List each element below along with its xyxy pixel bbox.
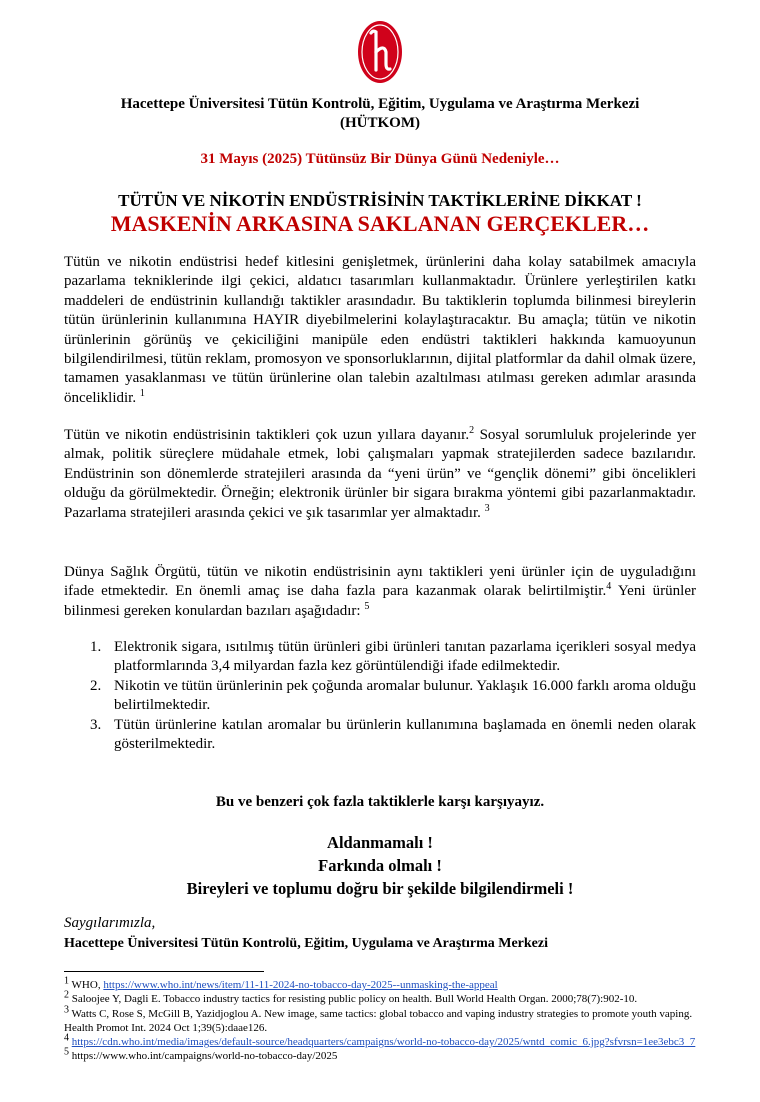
paragraph-1-text: Tütün ve nikotin endüstrisi hedef kitlesini genişletmek, ürünlerini daha kolay satabilmek amacıyla pazarlama tekniklerinde ilgi çekici, aldatıcı tasarımları kullanmaktadır. Ürünlere yerleştirilen katkı maddeleri de endüstrinin kullandığı taktikler arasındadır. Bu taktiklerin toplumda bilinmesi bireylerin tütün ürünlerinin kullanımına HAYIR diyebilmelerini kolaylaştıracaktır. Bu amaçla; tütün ve nikotin ürünlerinin görünüş ve çekiciliğini manipüle eden endüstri taktikleri hakkında kamuoyunun bilgilendirilmesi, tütün reklam, promosyon ve sponsorluklarının, dijital platformlar da dahil olmak üzere, tamamen yasaklanması ve tütün ürünlerine olan talebin azaltılması atılması gereken adımlar arasında önceliklidir. xyxy=(64,254,696,406)
footnote-1 xyxy=(64,975,704,992)
footnote-ref-2: 2 xyxy=(469,425,475,436)
footnote-number: 1 xyxy=(64,975,69,987)
footnote-3 xyxy=(64,1003,704,1036)
paragraph-2-text-b: Sosyal sorumluluk projelerinde yer almak, politik süreçlere müdahale etmek, lobi çalışmaları yapmak stratejilerden sadece bazılarıdır. Endüstrinin son dönemlerde stratejileri arasında da “yeni ürün” ve “gençlik dönemi” gibi öncelikleri olduğu da görülmektedir. Örneğin; elektronik ürünler bir sigara bırakma yöntemi gibi pazarlanmaktadır. Pazarlama stratejileri arasında çekici ve şık tasarımlar yer almaktadır. xyxy=(64,427,696,521)
occasion-line: 31 Mayıs (2025) Tütünsüz Bir Dünya Günü Nedeniyle… xyxy=(200,151,560,167)
footnote-text: WHO, xyxy=(69,979,104,991)
footnote-number: 5 xyxy=(64,1046,69,1058)
footnotes xyxy=(64,975,704,1064)
footnote-link[interactable]: https://www.who.int/news/item/11-11-2024-no-tobacco-day-2025--unmasking-the-appeal xyxy=(103,979,498,991)
footnote-text: Saloojee Y, Dagli E. Tobacco industry tactics for resisting public policy on health. Bull World Health Organ. 2000;78(7):902-10. xyxy=(69,993,638,1006)
list-item-text: Elektronik sigara, ısıtılmış tütün ürünleri gibi ürünleri tanıtan pazarlama içerikleri sosyal medya platformlarında 3,4 milyardan fazla kez görüntülendiği ifade edilmektedir. xyxy=(114,639,696,675)
list-item xyxy=(64,716,696,755)
footnote-text: Watts C, Rose S, McGill B, Yazidjoglou A. New image, same tactics: global tobacco and vaping industry strategies to promote youth vaping. Health Promot Int. 2024 Oct 1;39(5):daae126. xyxy=(64,1007,693,1034)
signature-organization: Hacettepe Üniversitesi Tütün Kontrolü, Eğitim, Uygulama ve Araştırma Merkezi xyxy=(64,936,548,951)
list-item xyxy=(64,638,696,677)
organization-name: Hacettepe Üniversitesi Tütün Kontrolü, Eğitim, Uygulama ve Araştırma Merkezi xyxy=(120,96,640,112)
footnote-4 xyxy=(64,1032,704,1049)
footnote-number: 4 xyxy=(64,1032,69,1044)
footnote-ref-4: 4 xyxy=(606,581,612,593)
paragraph-2-text-a: Tütün ve nikotin endüstrisinin taktikleri çok uzun yıllara dayanır. xyxy=(64,427,470,443)
footnote-text: https://www.who.int/campaigns/world-no-tobacco-day/2025 xyxy=(69,1050,338,1063)
headline-primary: TÜTÜN VE NİKOTİN ENDÜSTRİSİNİN TAKTİKLERİNE DİKKAT ! xyxy=(118,191,642,210)
footnote-number: 3 xyxy=(64,1003,69,1015)
footnote-2 xyxy=(64,989,704,1006)
footnote-divider xyxy=(64,971,264,972)
list-number: 1. xyxy=(90,639,102,655)
hacettepe-h-logo-icon xyxy=(357,20,403,84)
list-item xyxy=(64,677,696,716)
closing-salutation: Saygılarımızla, xyxy=(64,915,156,931)
paragraph-3 xyxy=(64,563,696,621)
headline-secondary: MASKENİN ARKASINA SAKLANAN GERÇEKLER… xyxy=(110,211,650,236)
list-number: 2. xyxy=(90,677,102,694)
list-item-text: Nikotin ve tütün ürünlerinin pek çoğunda aromalar bulunur. Yaklaşık 16.000 farklı aroma olduğu belirtilmektedir. xyxy=(114,677,696,714)
list-number: 3. xyxy=(90,716,102,733)
call-to-action-1: Aldanmamalı ! xyxy=(327,833,433,852)
footnote-5 xyxy=(64,1046,704,1063)
warning-line: Bu ve benzeri çok fazla taktiklerle karşı karşıyayız. xyxy=(215,794,545,810)
footnote-link[interactable]: https://cdn.who.int/media/images/default-source/headquarters/campaigns/world-no-tobacco-day/2025/wntd_comic_6.jpg?sfvrsn=1ee3ebc3_7 xyxy=(71,1036,696,1049)
organization-abbreviation: (HÜTKOM) xyxy=(340,115,420,131)
list-item-text: Tütün ürünlerine katılan aromalar bu ürünlerin kullanımına başlamada en önemli neden olarak gösterilmektedir. xyxy=(114,716,696,753)
paragraph-3-text-a: Dünya Sağlık Örgütü, tütün ve nikotin endüstrisinin aynı taktikleri yeni ürünler için de uyguladığını ifade etmektedir. En önemli amaç ise daha fazla para kazanmak olarak belirtilmiştir. xyxy=(64,564,696,600)
call-to-action-3: Bireyleri ve toplumu doğru bir şekilde bilgilendirmeli ! xyxy=(186,879,574,898)
paragraph-3-text-b: Yeni ürünler bilinmesi gereken konulardan bazıları aşağıdadır: xyxy=(64,583,696,619)
footnote-ref-5: 5 xyxy=(364,600,370,612)
footnote-ref-3: 3 xyxy=(484,502,490,514)
paragraph-1 xyxy=(64,253,696,408)
footnote-number: 2 xyxy=(64,989,69,1001)
footnote-ref-1: 1 xyxy=(139,387,145,399)
organization-title xyxy=(60,95,700,133)
call-to-action-2: Farkında olmalı ! xyxy=(318,856,442,875)
paragraph-2 xyxy=(64,426,696,523)
facts-list xyxy=(64,638,696,754)
